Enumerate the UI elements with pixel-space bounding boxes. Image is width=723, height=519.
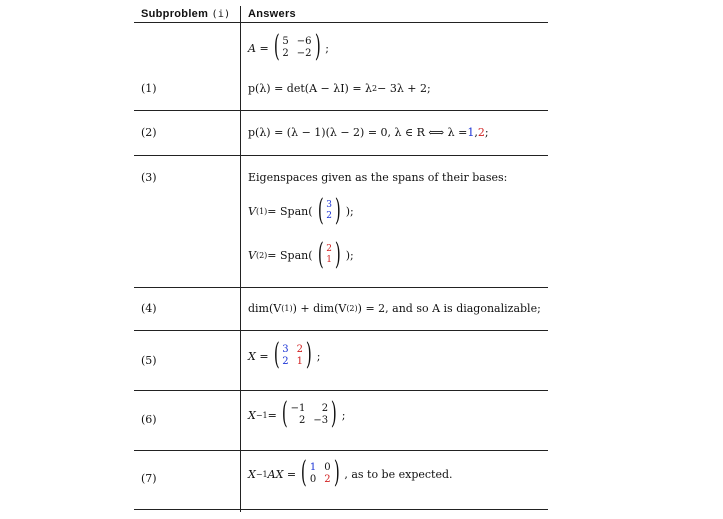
math-text: AX = xyxy=(267,467,297,481)
matrix xyxy=(298,455,342,490)
matrix-entry: 2 xyxy=(296,344,304,355)
matrix xyxy=(271,337,315,372)
math-text: A = xyxy=(248,41,269,55)
math-subscript: (2) xyxy=(255,250,268,260)
math-superscript: 2 xyxy=(372,84,378,93)
math-text: − 3λ + 2; xyxy=(377,82,431,95)
eigenvalue-2: 2 xyxy=(477,126,485,139)
math-text: ; xyxy=(341,408,346,422)
row-rule xyxy=(134,110,548,111)
vector-entry: 2 xyxy=(326,244,332,254)
left-paren: ( xyxy=(301,455,307,490)
row-rule xyxy=(134,450,548,451)
row-label: (6) xyxy=(141,413,157,426)
basis-vector-1 xyxy=(315,193,344,228)
vector-entry: 2 xyxy=(326,211,332,221)
row-rule xyxy=(134,509,548,510)
math-superscript: −1 xyxy=(255,469,268,479)
matrix-entries xyxy=(282,34,311,62)
left-paren: ( xyxy=(273,29,280,64)
right-paren: ) xyxy=(314,29,321,64)
matrix-entry: 0 xyxy=(324,462,331,473)
matrix-entry: 1 xyxy=(309,462,317,473)
right-paren: ) xyxy=(331,396,337,431)
matrix-a xyxy=(271,29,324,64)
vector-entry: 3 xyxy=(326,200,332,210)
eigenspace-1 xyxy=(248,193,354,228)
header-answers: Answers xyxy=(248,8,296,20)
math-text: V xyxy=(248,204,256,218)
matrix-entry: 2 xyxy=(321,403,329,414)
math-text: p(λ) = det(A − λI) = λ xyxy=(248,82,373,95)
matrix xyxy=(279,396,340,431)
matrix-x xyxy=(248,337,321,372)
header-subproblem xyxy=(141,8,231,20)
matrix-entry: 0 xyxy=(309,474,317,485)
column-divider xyxy=(240,6,241,512)
math-subscript: (1) xyxy=(255,206,268,216)
matrix-entries xyxy=(310,460,331,488)
matrix-entry: 2 xyxy=(282,356,289,367)
math-text: = Span( xyxy=(267,204,313,218)
matrix-entry: −1 xyxy=(290,403,306,414)
row-label: (3) xyxy=(141,171,157,184)
vector-entries xyxy=(326,198,332,224)
header-subproblem-text: Subproblem xyxy=(141,8,209,20)
row-rule xyxy=(134,330,548,331)
left-paren: ( xyxy=(317,237,324,272)
right-paren: ) xyxy=(305,337,312,372)
eigenvalues xyxy=(248,126,489,139)
math-text: = xyxy=(267,408,277,422)
math-text: = Span( xyxy=(267,248,313,262)
math-text: V xyxy=(248,248,256,262)
math-text: ; xyxy=(325,41,329,55)
right-paren: ) xyxy=(334,237,341,272)
math-text: dim(V xyxy=(248,302,282,315)
math-text: , as to be expected. xyxy=(344,467,453,481)
math-text: ; xyxy=(484,126,489,139)
row-label: (4) xyxy=(141,302,157,315)
math-text: ; xyxy=(316,349,321,363)
vector-entry: 1 xyxy=(326,255,332,265)
right-paren: ) xyxy=(334,193,341,228)
left-paren: ( xyxy=(317,193,324,228)
matrix-entry: 5 xyxy=(282,36,289,47)
header-rule xyxy=(134,22,548,23)
matrix-entries xyxy=(291,401,329,429)
math-subscript: (1) xyxy=(281,304,293,313)
row-label: (2) xyxy=(141,126,157,139)
math-subscript: (2) xyxy=(346,304,358,313)
left-paren: ( xyxy=(281,396,288,431)
header-subproblem-var: (i) xyxy=(211,9,231,20)
vector-entries xyxy=(326,242,332,268)
matrix-entry: 3 xyxy=(282,344,289,355)
matrix-entry: 2 xyxy=(298,415,306,426)
math-superscript: −1 xyxy=(255,410,268,420)
math-text: , xyxy=(474,126,478,139)
math-text: p(λ) = (λ − 1)(λ − 2) = 0, λ ∈ R ⟺ λ = xyxy=(248,126,468,139)
row-rule xyxy=(134,287,548,288)
left-paren: ( xyxy=(273,337,280,372)
math-text: ); xyxy=(345,204,354,218)
matrix-a-definition xyxy=(248,29,329,64)
diagonalizability xyxy=(248,302,541,315)
row-label: (5) xyxy=(141,354,157,367)
matrix-entry: 2 xyxy=(324,474,331,485)
matrix-entry: 2 xyxy=(282,48,289,59)
basis-vector-2 xyxy=(315,237,344,272)
matrix-entry: 1 xyxy=(296,356,304,367)
matrix-entry: −2 xyxy=(296,48,312,59)
matrix-entry: −3 xyxy=(313,415,329,426)
eigenspace-2 xyxy=(248,237,354,272)
right-paren: ) xyxy=(333,455,340,490)
row-label: (1) xyxy=(141,82,157,95)
math-text: ) + dim(V xyxy=(292,302,347,315)
row-rule xyxy=(134,155,548,156)
row-rule xyxy=(134,390,548,391)
diagonal-form xyxy=(248,455,453,490)
eigenspaces-intro: Eigenspaces given as the spans of their bases: xyxy=(248,171,508,184)
math-text: ); xyxy=(345,248,354,262)
math-text: X = xyxy=(248,349,269,363)
row-label: (7) xyxy=(141,472,157,485)
matrix-x-inverse xyxy=(248,396,346,431)
matrix-entry: −6 xyxy=(296,36,312,47)
eigenvalue-1: 1 xyxy=(467,126,475,139)
math-text: X xyxy=(248,408,256,422)
matrix-entries xyxy=(282,342,303,370)
math-text: ) = 2, and so A is diagonalizable; xyxy=(357,302,541,315)
math-text: X xyxy=(248,467,256,481)
characteristic-polynomial xyxy=(248,82,431,95)
